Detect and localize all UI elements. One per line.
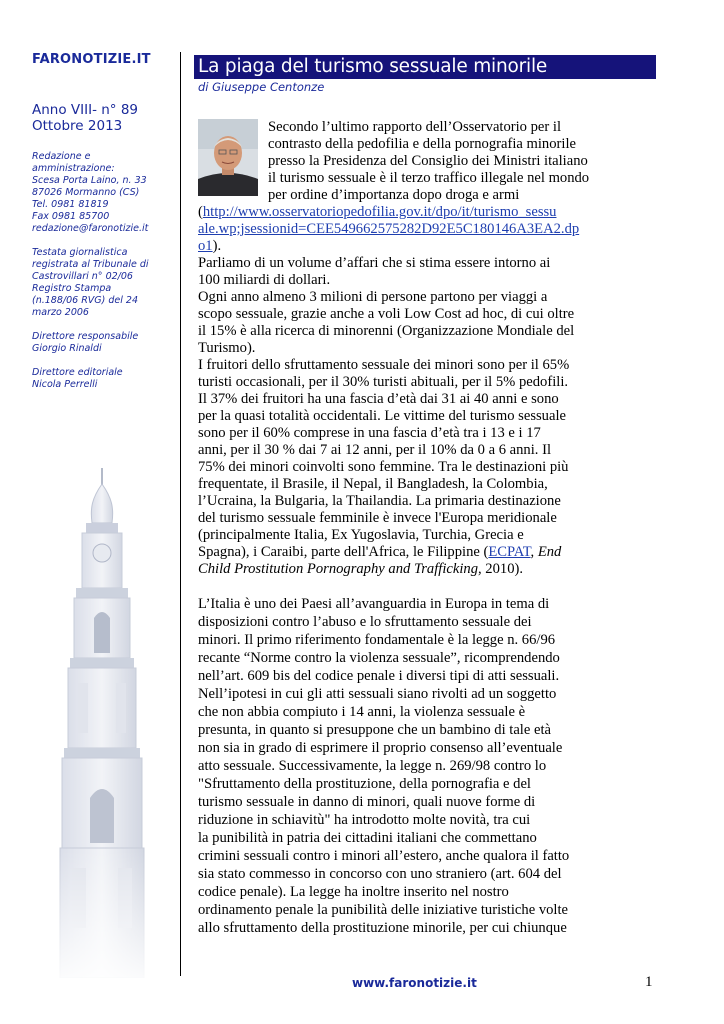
- intro-line: per ordine d’importanza dopo droga e armi: [268, 187, 520, 203]
- redazione-line: Redazione e: [32, 151, 91, 162]
- body-line: minori. Il primo riferimento fondamentale è la legge n. 66/96: [198, 632, 556, 648]
- osservatorio-link-cont[interactable]: ale.wp;jsessionid=CEE549662575282D92E5C180146A3EA2.dp: [198, 221, 580, 237]
- body-line: per la quasi totalità occidentali. Le vittime del turismo sessuale: [198, 408, 566, 424]
- url-open-paren: (: [198, 204, 203, 220]
- body-line: "Sfruttamento della prostituzione, della pornografia e del: [198, 776, 531, 792]
- body-line: scopo sessuale, grazie anche a voli Low Cost ad hoc, di cui oltre: [198, 306, 575, 322]
- testata-block: [32, 247, 172, 319]
- ecpat-pre-text: Spagna), i Caraibi, parte dell'Africa, le Filippine (: [198, 544, 489, 560]
- body-line: [198, 561, 523, 578]
- footer-website-link[interactable]: www.faronotizie.it: [352, 976, 477, 990]
- testata-line: (n.188/06 RVG) del 24: [32, 295, 138, 306]
- body-line: non sia in grado di esprimere il proprio consenso all’eventuale: [198, 740, 563, 756]
- url-line: [198, 221, 579, 238]
- body-line: nell’art. 609 bis del codice penale i diversi tipi di atti sessuali.: [198, 668, 560, 684]
- body-line: che non abbia compiuto i 14 anni, la violenza sessuale è: [198, 704, 526, 720]
- body-line: Parliamo di un volume d’affari che si stima essere intorno ai: [198, 255, 551, 271]
- testata-line: registrata al Tribunale di: [32, 259, 149, 270]
- body-line: Ogni anno almeno 3 milioni di persone partono per viaggi a: [198, 289, 548, 305]
- ecpat-title: Child Prostitution Pornography and Trafficking: [198, 561, 478, 577]
- ecpat-year: , 2010).: [478, 561, 523, 577]
- body-line: Il 37% dei fruitori ha una fascia d’età dai 31 ai 40 anni e sono: [198, 391, 559, 407]
- title-bar: [194, 55, 656, 79]
- article-author: di Giuseppe Centonze: [198, 80, 325, 94]
- body-line: [198, 544, 561, 561]
- body-line: del turismo sessuale femminile è invece l'Europa meridionale: [198, 510, 557, 526]
- osservatorio-link[interactable]: http://www.osservatoriopedofilia.gov.it/dpo/it/turismo_sessu: [202, 204, 557, 220]
- body-line: turismo sessuale in danno di minori, quali nuove forme di: [198, 794, 536, 810]
- testata-line: marzo 2006: [32, 307, 89, 318]
- page-number: 1: [645, 974, 653, 990]
- body-line: sono per il 60% comprese in una fascia d’età tra i 13 e i 17: [198, 425, 541, 441]
- body-line: atto sessuale. Successivamente, la legge n. 269/98 contro lo: [198, 758, 547, 774]
- body-line: frequentate, il Brasile, il Nepal, il Bangladesh, la Colombia,: [198, 476, 548, 492]
- direttore-editoriale-name: Nicola Perrelli: [32, 379, 98, 390]
- ecpat-sep: ,: [530, 544, 538, 560]
- issue-info: [32, 102, 172, 134]
- author-photo: [198, 119, 258, 196]
- redazione-line: Fax 0981 85700: [32, 211, 110, 222]
- body-line: la punibilità in patria dei cittadini italiani che commettano: [198, 830, 537, 846]
- brand-name: FARONOTIZIE.IT: [32, 52, 151, 67]
- issue-date: Ottobre 2013: [32, 118, 123, 134]
- issue-number: Anno VIII- n° 89: [32, 102, 139, 118]
- body-line: presunta, in quanto si presuppone che un bambino di tale età: [198, 722, 551, 738]
- sidebar: [32, 52, 172, 391]
- url-line: [198, 204, 556, 221]
- body-line: turisti occasionali, per il 30% turisti abituali, per il 5% pedofili.: [198, 374, 569, 390]
- direttore-responsabile-block: [32, 331, 172, 355]
- body-line: I fruitori dello sfruttamento sessuale dei minori sono per il 65%: [198, 357, 570, 373]
- ecpat-link[interactable]: ECPAT: [488, 544, 531, 560]
- intro-line: il turismo sessuale è il terzo traffico illegale nel mondo: [268, 170, 590, 186]
- ecpat-title-start: End: [537, 544, 562, 560]
- osservatorio-link-end[interactable]: o1: [198, 238, 213, 254]
- body-line: (principalmente Italia, Ex Yugoslavia, Turchia, Grecia e: [198, 527, 524, 543]
- body-line: Turismo).: [198, 340, 256, 356]
- redazione-line: Scesa Porta Laino, n. 33: [32, 175, 147, 186]
- body-line: ordinamento penale la punibilità delle iniziative turistiche volte: [198, 902, 568, 918]
- body-line: allo sfruttamento della prostituzione minorile, per cui chiunque: [198, 920, 567, 936]
- body-line: 75% dei minori coinvolti sono femmine. Tra le destinazioni più: [198, 459, 569, 475]
- testata-line: Registro Stampa: [32, 283, 112, 294]
- body-line: 100 miliardi di dollari.: [198, 272, 331, 288]
- body-line: crimini sessuali contro i minori all’estero, anche qualora il fatto: [198, 848, 570, 864]
- body-line: anni, per il 30 % dai 7 ai 12 anni, per il 10% da 0 a 6 anni. Il: [198, 442, 551, 458]
- body-line: riduzione in schiavitù" ha introdotto molte novità, tra cui: [198, 812, 531, 828]
- column-divider: [180, 52, 181, 976]
- redazione-block: [32, 151, 172, 235]
- intro-line: contrasto della pedofilia e della pornografia minorile: [268, 136, 576, 152]
- body-line: il 15% è alla ricerca di minorenni (Organizzazione Mondiale del: [198, 323, 575, 339]
- testata-line: Castrovillari n° 02/06: [32, 271, 133, 282]
- article-title: La piaga del turismo sessuale minorile: [198, 56, 548, 77]
- intro-line: Secondo l’ultimo rapporto dell’Osservatorio per il: [268, 119, 562, 135]
- url-line: [198, 238, 221, 255]
- testata-line: Testata giornalistica: [32, 247, 128, 258]
- redazione-email: redazione@faronotizie.it: [32, 223, 149, 234]
- direttore-editoriale-block: [32, 367, 172, 391]
- direttore-responsabile-name: Giorgio Rinaldi: [32, 343, 102, 354]
- body-line: disposizioni contro l’abuso e lo sfruttamento sessuale dei: [198, 614, 532, 630]
- lighthouse-tower-image: [52, 468, 162, 978]
- redazione-line: Tel. 0981 81819: [32, 199, 109, 210]
- direttore-editoriale-label: Direttore editoriale: [32, 367, 123, 378]
- body-line: l’Ucraina, la Bulgaria, la Thailandia. La primaria destinazione: [198, 493, 561, 509]
- url-close-paren: ).: [212, 238, 222, 254]
- body-line: L’Italia è uno dei Paesi all’avanguardia in Europa in tema di: [198, 596, 550, 612]
- redazione-line: amministrazione:: [32, 163, 115, 174]
- body-line: recante “Norme contro la violenza sessuale”, ricomprendendo: [198, 650, 560, 666]
- redazione-line: 87026 Mormanno (CS): [32, 187, 140, 198]
- body-line: sia stato commesso in concorso con uno straniero (art. 604 del: [198, 866, 562, 882]
- body-line: codice penale). La legge ha inoltre inserito nel nostro: [198, 884, 509, 900]
- direttore-responsabile-label: Direttore responsabile: [32, 331, 139, 342]
- body-line: Nell’ipotesi in cui gli atti sessuali siano rivolti ad un soggetto: [198, 686, 557, 702]
- intro-line: presso la Presidenza del Consiglio dei Ministri italiano: [268, 153, 588, 169]
